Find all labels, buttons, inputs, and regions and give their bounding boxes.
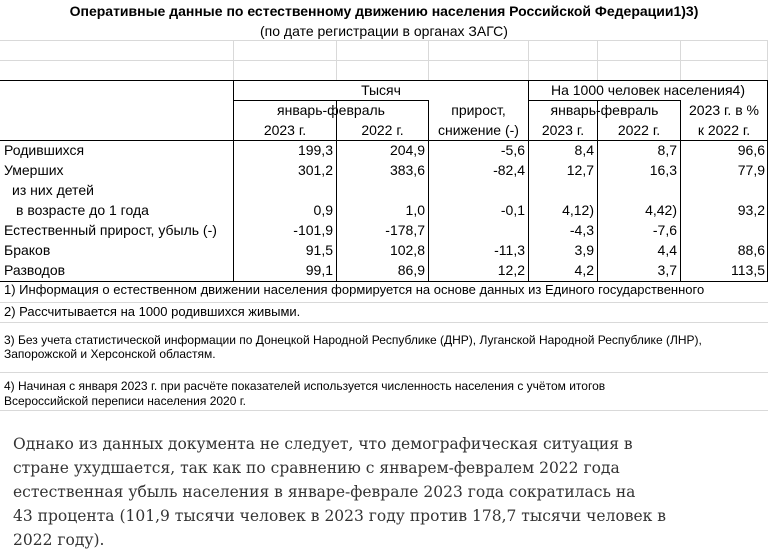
header-year-2023-b: 2023 г. — [541, 122, 585, 138]
cell-diff: -82,4 — [493, 162, 525, 178]
cell-p2022: 4,42) — [645, 202, 677, 218]
cell-p2023: 8,4 — [574, 142, 594, 158]
cell-t2022: 383,6 — [389, 162, 425, 178]
footnote-2: 2) Рассчитывается на 1000 родившихся живыми. — [4, 304, 301, 319]
cell-p2023: -4,3 — [569, 222, 594, 238]
header-thousand: Тысяч — [361, 82, 401, 98]
cell-diff: 12,2 — [497, 262, 525, 278]
row-label: Умерших — [4, 162, 64, 178]
cell-p2023: 4,2 — [574, 262, 594, 278]
cell-p2023: 4,12) — [562, 202, 594, 218]
footnote-4b: Всероссийской переписи населения 2020 г. — [4, 394, 246, 408]
cell-pct: 113,5 — [731, 262, 765, 278]
cell-diff: -5,6 — [500, 142, 525, 158]
paragraph-line: 2022 году). — [13, 531, 105, 549]
paragraph-line: 43 процента (101,9 тысячи человек в 2023 году против 178,7 тысячи человек в — [13, 507, 667, 525]
footnote-1: 1) Информация о естественном движении населения формируется на основе данных из Единого государственного — [4, 282, 705, 297]
cell-t2023: 99,1 — [305, 262, 333, 278]
cell-t2022: 204,9 — [389, 142, 425, 158]
cell-p2022: 4,4 — [657, 242, 677, 258]
row-label: из них детей — [12, 182, 94, 198]
cell-t2023: 91,5 — [305, 242, 333, 258]
row-label: Разводов — [4, 262, 66, 278]
paragraph-line: Однако из данных документа не следует, что демографическая ситуация в — [13, 435, 633, 453]
header-pct-1: 2023 г. в % — [689, 102, 759, 118]
cell-p2022: 3,7 — [657, 262, 677, 278]
row-label: Естественный прирост, убыль (-) — [4, 222, 217, 238]
paragraph-line: естественная убыль населения в январе-феврале 2023 года сократилась на — [13, 483, 636, 501]
footnote-3b: Запорожской и Херсонской областям. — [4, 347, 216, 361]
paragraph-line: стране ухудшается, так как по сравнению с январем-февралем 2022 года — [13, 459, 620, 477]
cell-pct: 93,2 — [737, 202, 765, 218]
header-year-2023: 2023 г. — [263, 122, 307, 138]
cell-t2023: 199,3 — [297, 142, 333, 158]
footnote-3a: 3) Без учета статистической информации по Донецкой Народной Республике (ДНР), Луганской Народной Республике (ЛНР), — [4, 333, 702, 347]
cell-p2022: 8,7 — [657, 142, 677, 158]
header-jan-feb: январь-февраль — [277, 102, 385, 118]
article-paragraph — [13, 432, 667, 552]
cell-t2023: -101,9 — [293, 222, 333, 238]
cell-t2022: 1,0 — [405, 202, 425, 218]
cell-t2023: 0,9 — [313, 202, 333, 218]
sheet-title: Оперативные данные по естественному движению населения Российской Федерации1)3) — [69, 3, 699, 19]
cell-t2023: 301,2 — [297, 162, 333, 178]
cell-t2022: 102,8 — [389, 242, 425, 258]
cell-pct: 77,9 — [737, 162, 765, 178]
sheet-subtitle: (по дате регистрации в органах ЗАГС) — [260, 23, 508, 39]
cell-p2023: 3,9 — [574, 242, 594, 258]
footnote-4a: 4) Начиная с января 2023 г. при расчёте показателей используется численность населения с учётом итогов — [4, 379, 606, 393]
cell-p2023: 12,7 — [566, 162, 594, 178]
cell-t2022: 86,9 — [397, 262, 425, 278]
cell-t2022: -178,7 — [385, 222, 425, 238]
header-growth-2: снижение (-) — [438, 122, 519, 138]
cell-diff: -11,3 — [494, 242, 525, 258]
header-growth-1: прирост, — [451, 102, 506, 118]
cell-pct: 96,6 — [737, 142, 765, 158]
cell-pct: 88,6 — [737, 242, 765, 258]
header-year-2022: 2022 г. — [361, 122, 404, 138]
row-label: Браков — [4, 242, 51, 258]
header-year-2022-b: 2022 г. — [617, 122, 661, 138]
header-jan-feb-2: январь-февраль — [550, 102, 659, 118]
cell-p2022: 16,3 — [649, 162, 677, 178]
header-pct-2: к 2022 г. — [697, 122, 751, 138]
row-label: Родившихся — [4, 142, 85, 158]
cell-p2022: -7,6 — [652, 222, 677, 238]
cell-diff: -0,1 — [500, 202, 525, 218]
header-per-1000: На 1000 человек населения4) — [550, 82, 745, 98]
row-label: в возрасте до 1 года — [16, 202, 149, 218]
